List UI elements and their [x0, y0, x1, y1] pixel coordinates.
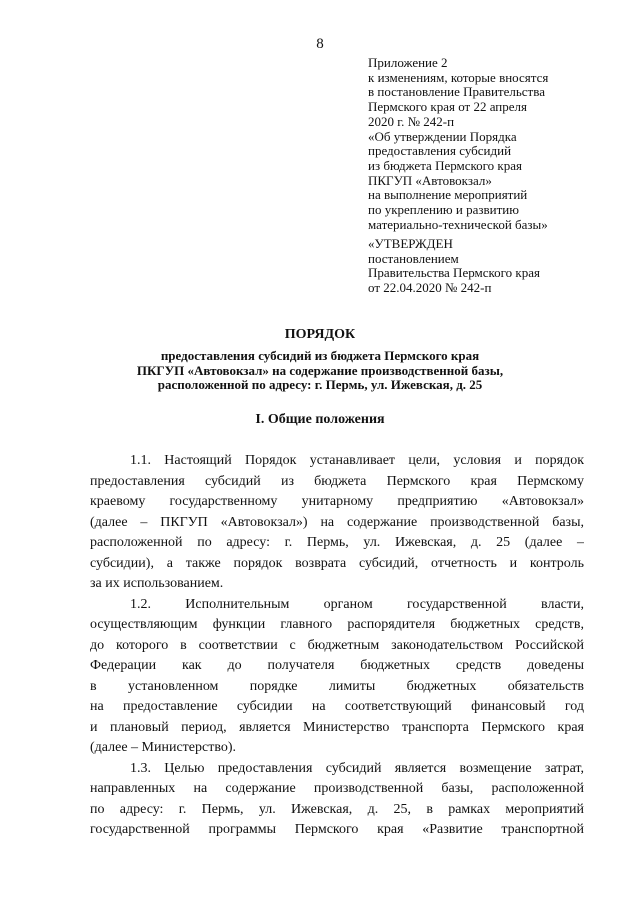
appendix-line: по укреплению и развитию [368, 202, 519, 218]
approved-line: от 22.04.2020 № 242-п [368, 280, 492, 296]
paragraph-line: 1.1. Настоящий Порядок устанавливает цели, условия и порядок [130, 453, 584, 468]
paragraph-line: расположенной по адресу: г. Пермь, ул. Ижевская, д. 25 (далее – [90, 535, 584, 550]
paragraph-line: на предоставление субсидии на соответствующий финансовый год [90, 699, 584, 714]
appendix-line: «Об утверждении Порядка [368, 128, 517, 144]
subtitle-line: предоставления субсидий из бюджета Пермского края [160, 348, 480, 363]
paragraph-line: Федерации как до получателя бюджетных средств доведены [90, 658, 584, 673]
paragraph-line: краевому государственному унитарному предприятию «Автовокзал» [90, 494, 584, 509]
appendix-line: предоставления субсидий [368, 143, 512, 159]
paragraph-line: (далее – Министерство). [90, 740, 237, 755]
subtitle-line: расположенной по адресу: г. Пермь, ул. Ижевская, д. 25 [157, 377, 483, 392]
subtitle-line: ПКГУП «Автовокзал» на содержание производственной базы, [136, 362, 504, 378]
appendix-line: 2020 г. № 242-п [368, 113, 455, 129]
paragraph-line: и плановый период, является Министерство транспорта Пермского края [90, 719, 584, 735]
paragraph-line: 1.3. Целью предоставления субсидий является возмещение затрат, [130, 760, 584, 776]
approved-line: Правительства Пермского края [368, 265, 540, 281]
paragraph-line: направленных на содержание производственной базы, расположенной [90, 781, 584, 796]
paragraph-line: (далее – ПКГУП «Автовокзал») на содержание производственной базы, [90, 514, 584, 530]
approval-stamp-text [368, 237, 628, 296]
paragraph-line: по адресу: г. Пермь, ул. Ижевская, д. 25, в рамках мероприятий [90, 801, 584, 817]
appendix-note [368, 56, 628, 232]
document-subtitle [0, 349, 640, 393]
section-heading: I. Общие положения [255, 412, 385, 427]
paragraph-line: до которого в соответствии с бюджетным законодательством Российской [90, 637, 584, 653]
appendix-line: ПКГУП «Автовокзал» [368, 172, 492, 188]
appendix-line: на выполнение мероприятий [368, 187, 528, 203]
appendix-line: материально-технической базы» [368, 216, 548, 232]
page-number: 8 [316, 36, 324, 52]
appendix-line: в постановление Правительства [368, 84, 545, 100]
paragraph-line: в установленном порядке лимиты бюджетных обязательств [90, 678, 584, 694]
paragraph-line: за их использованием. [90, 576, 224, 591]
document-title: ПОРЯДОК [284, 327, 356, 342]
appendix-line: Приложение 2 [368, 55, 448, 70]
appendix-line: Пермского края от 22 апреля [368, 99, 527, 115]
paragraph-line: предоставления субсидий из бюджета Пермского края Пермскому [90, 473, 584, 489]
paragraph-line: государственной программы Пермского края «Развитие транспортной [90, 822, 584, 837]
appendix-line: из бюджета Пермского края [368, 157, 523, 173]
approved-line: постановлением [368, 250, 459, 266]
appendix-line: к изменениям, которые вносятся [368, 69, 549, 85]
paragraph-line: субсидии), а также порядок возврата субсидий, отчетность и контроль [90, 555, 584, 571]
paragraph-line: осуществляющим функции главного распорядителя бюджетных средств, [90, 617, 584, 632]
body-text [90, 451, 584, 841]
paragraph-line: 1.2. Исполнительным органом государственной власти, [130, 596, 584, 612]
approved-line: «УТВЕРЖДЕН [368, 236, 453, 251]
